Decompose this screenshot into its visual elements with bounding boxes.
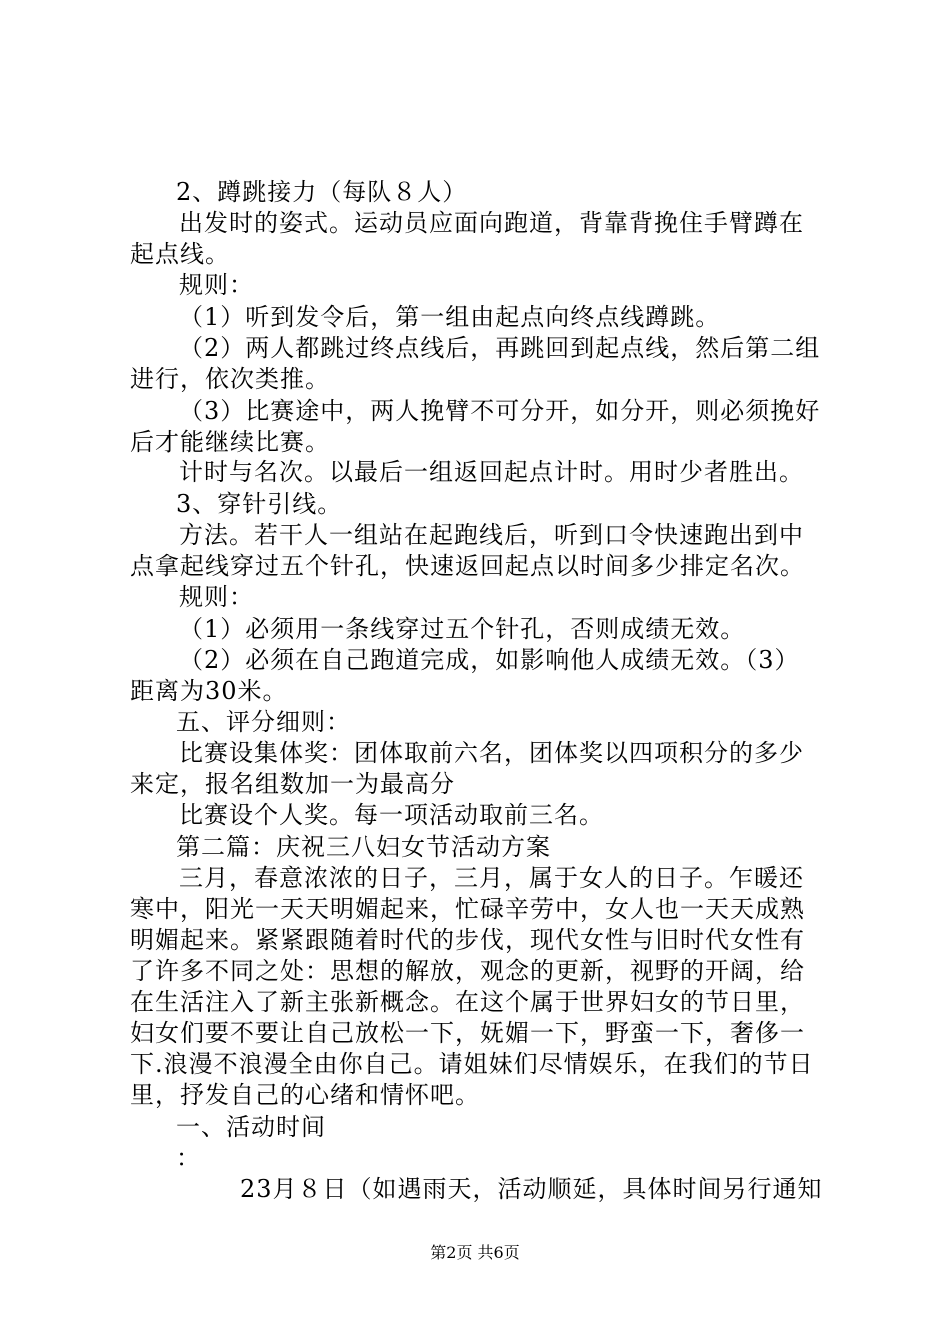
paragraph-line: 比赛设个人奖。每一项活动取前三名。: [179, 801, 604, 829]
rule-item: （2）两人都跳过终点线后，再跳回到起点线，然后第二组: [179, 334, 821, 362]
paragraph-line: 里，抒发自己的心绪和情怀吧。: [130, 1081, 480, 1109]
paragraph-line: 三月，春意浓浓的日子，三月，属于女人的日子。乍暖还: [179, 864, 804, 892]
subheading-threading: 3、穿针引线。: [176, 490, 343, 518]
paragraph-line: 明媚起来。紧紧跟随着时代的步伐，现代女性与旧时代女性有: [130, 926, 805, 954]
paragraph-line: 比赛设集体奖：团体取前六名，团体奖以四项积分的多少: [179, 739, 804, 767]
page-footer: 第2页 共6页: [430, 1243, 520, 1262]
rule-item-continued: 进行，依次类推。: [130, 365, 330, 393]
rules-label: 规则：: [179, 583, 254, 611]
subheading-squat-jump-relay: 2、蹲跳接力（每队８人）: [176, 178, 468, 206]
paragraph-line: 在生活注入了新主张新概念。在这个属于世界妇女的节日里，: [130, 988, 805, 1016]
paragraph-line: 点拿起线穿过五个针孔，快速返回起点以时间多少排定名次。: [130, 552, 805, 580]
rule-item-continued: 后才能继续比赛。: [130, 428, 330, 456]
paragraph-line: 下.浪漫不浪漫全由你自己。请姐妹们尽情娱乐，在我们的节日: [130, 1050, 814, 1078]
rule-item-continued: 距离为30米。: [130, 677, 288, 705]
paragraph-line: 寒中，阳光一天天明媚起来，忙碌辛劳中，女人也一天天成熟: [130, 895, 805, 923]
colon-line: ：: [176, 1144, 201, 1172]
rule-item: （1）必须用一条线穿过五个针孔，否则成绩无效。: [179, 615, 746, 643]
section-heading-activity-time: 一、活动时间: [176, 1113, 326, 1141]
paragraph-line: 来定，报名组数加一为最高分: [130, 770, 455, 798]
paragraph-line: 计时与名次。以最后一组返回起点计时。用时少者胜出。: [179, 458, 804, 486]
rule-item: （1）听到发令后，第一组由起点向终点线蹲跳。: [179, 303, 721, 331]
rules-label: 规则：: [179, 271, 254, 299]
paragraph-line: 起点线。: [130, 240, 230, 268]
paragraph-line: 出发时的姿式。运动员应面向跑道，背靠背挽住手臂蹲在: [179, 209, 804, 237]
paragraph-line: 了许多不同之处：思想的解放，观念的更新，视野的开阔，给: [130, 957, 805, 985]
rule-item: （2）必须在自己跑道完成，如影响他人成绩无效。（3）: [179, 646, 800, 674]
chapter-heading: 第二篇：庆祝三八妇女节活动方案: [176, 833, 551, 861]
paragraph-line: 方法。若干人一组站在起跑线后，听到口令快速跑出到中: [179, 521, 804, 549]
rule-item: （3）比赛途中，两人挽臂不可分开，如分开，则必须挽好: [179, 397, 821, 425]
section-heading-scoring: 五、评分细则：: [176, 708, 351, 736]
activity-date-line: 23月８日（如遇雨天，活动顺延，具体时间另行通知: [240, 1175, 823, 1203]
paragraph-line: 妇女们要不要让自己放松一下，妩媚一下，野蛮一下，奢侈一: [130, 1019, 805, 1047]
